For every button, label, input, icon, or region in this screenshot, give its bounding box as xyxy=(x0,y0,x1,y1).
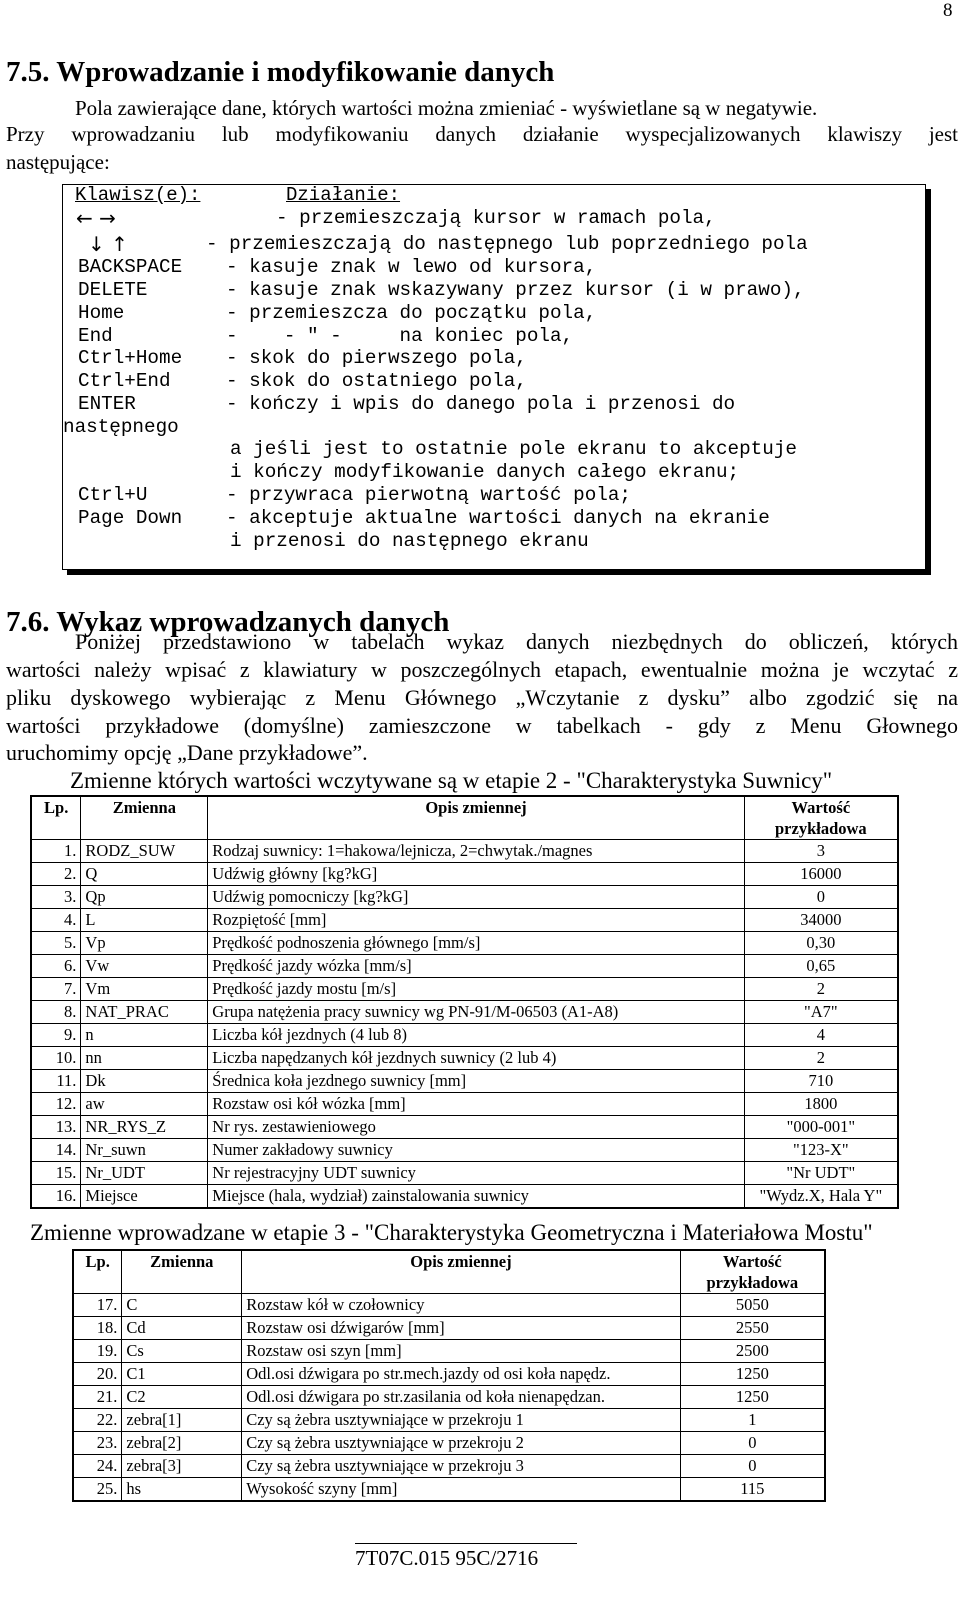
section-7-6-line-3: pliku dyskowego wybierając z Menu Głównego „Wczytanie z dysku” albo zgodzić się na xyxy=(6,685,958,710)
section-7-6-line-5: uruchomimy opcję „Dane przykładowe”. xyxy=(6,740,368,765)
cell-zmienna: NR_RYS_Z xyxy=(81,1116,208,1139)
cell-wartosc: 0,65 xyxy=(744,955,898,978)
cell-lp: 9. xyxy=(31,1024,81,1047)
table-row xyxy=(31,909,898,932)
table-row xyxy=(73,1317,825,1340)
key-home: Home xyxy=(78,302,125,324)
cell-lp: 4. xyxy=(31,909,81,932)
key-end-desc: - - " - na koniec pola, xyxy=(226,325,574,347)
key-column-header: Klawisz(e): xyxy=(75,184,201,206)
table-row xyxy=(31,932,898,955)
arrows-ud-description: - przemieszczają do następnego lub poprzedniego pola xyxy=(206,233,808,255)
key-home-desc: - przemieszcza do początku pola, xyxy=(226,302,597,324)
page-number: 8 xyxy=(943,0,953,21)
cell-opis: Rozstaw osi szyn [mm] xyxy=(242,1340,680,1363)
cell-wartosc: "000-001" xyxy=(744,1116,898,1139)
cell-lp: 20. xyxy=(73,1363,122,1386)
table-row xyxy=(73,1409,825,1432)
action-column-header: Działanie: xyxy=(286,184,401,206)
cell-opis: Nr rejestracyjny UDT suwnicy xyxy=(208,1162,744,1185)
cell-wartosc: 710 xyxy=(744,1070,898,1093)
cell-wartosc: 2550 xyxy=(680,1317,825,1340)
section-7-6-title: 7.6. Wykaz wprowadzanych danych xyxy=(6,606,450,638)
cell-lp: 8. xyxy=(31,1001,81,1024)
cell-lp: 6. xyxy=(31,955,81,978)
cell-zmienna: Vm xyxy=(81,978,208,1001)
table-row xyxy=(31,1185,898,1209)
section-7-6-line-4: wartości przykładowe (domyślne) zamieszczone w tabelkach - gdy z Menu Głownego xyxy=(6,713,958,738)
key-ctrl-u: Ctrl+U xyxy=(78,484,148,506)
cell-opis: Rozpiętość [mm] xyxy=(208,909,744,932)
footer-code: 7T07C.015 95C/2716 xyxy=(355,1546,539,1570)
cell-zmienna: NAT_PRAC xyxy=(81,1001,208,1024)
section-7-6-line-2: wartości należy wpisać z klawiatury w poszczególnych etapach, ewentualnie można je wczytać z xyxy=(6,657,958,682)
cell-wartosc: "A7" xyxy=(744,1001,898,1024)
cell-wartosc: 5050 xyxy=(680,1294,825,1317)
cell-lp: 21. xyxy=(73,1386,122,1409)
key-enter-desc-cont-3: i kończy modyfikowanie danych całego ekranu; xyxy=(230,461,740,483)
cell-wartosc: 1250 xyxy=(680,1386,825,1409)
cell-wartosc: "Wydz.X, Hala Y" xyxy=(744,1185,898,1209)
table-2 xyxy=(72,1249,826,1502)
cell-zmienna: C xyxy=(122,1294,242,1317)
table-row xyxy=(73,1478,825,1502)
cell-lp: 24. xyxy=(73,1455,122,1478)
cell-lp: 23. xyxy=(73,1432,122,1455)
section-7-5-paragraph-line-1: Pola zawierające dane, których wartości można zmieniać - wyświetlane są w negatywie. xyxy=(75,96,818,120)
cell-lp: 25. xyxy=(73,1478,122,1502)
table-1 xyxy=(30,795,899,1209)
cell-wartosc: 115 xyxy=(680,1478,825,1502)
cell-zmienna: Cd xyxy=(122,1317,242,1340)
arrows-lr-description: - przemieszczają kursor w ramach pola, xyxy=(276,207,716,229)
header-wartosc: Wartość przykładowa xyxy=(744,796,898,840)
cell-opis: Rozstaw osi kół wózka [mm] xyxy=(208,1093,744,1116)
cell-opis: Odl.osi dźwigara po str.zasilania od koła nienapędzan. xyxy=(242,1386,680,1409)
cell-lp: 3. xyxy=(31,886,81,909)
table-row xyxy=(73,1340,825,1363)
down-up-arrows-icon: ↓ ↑ xyxy=(88,232,128,256)
cell-opis: Czy są żebra usztywniające w przekroju 3 xyxy=(242,1455,680,1478)
key-ctrl-home: Ctrl+Home xyxy=(78,347,183,369)
cell-zmienna: Vw xyxy=(81,955,208,978)
key-delete-desc: - kasuje znak wskazywany przez kursor (i w prawo), xyxy=(226,279,805,301)
cell-zmienna: L xyxy=(81,909,208,932)
cell-zmienna: C2 xyxy=(122,1386,242,1409)
cell-opis: Czy są żebra usztywniające w przekroju 1 xyxy=(242,1409,680,1432)
table-2-caption: Zmienne wprowadzane w etapie 3 - "Charakterystyka Geometryczna i Materiałowa Mostu" xyxy=(30,1220,873,1245)
key-ctrl-end: Ctrl+End xyxy=(78,370,171,392)
cell-lp: 19. xyxy=(73,1340,122,1363)
footer-rule xyxy=(355,1543,577,1544)
table-row xyxy=(31,840,898,863)
cell-zmienna: RODZ_SUW xyxy=(81,840,208,863)
header-zmienna: Zmienna xyxy=(81,796,208,840)
key-ctrl-home-desc: - skok do pierwszego pola, xyxy=(226,347,527,369)
cell-opis: Prędkość podnoszenia głównego [mm/s] xyxy=(208,932,744,955)
cell-wartosc: 1 xyxy=(680,1409,825,1432)
cell-opis: Odl.osi dźwigara po str.mech.jazdy od osi koła napędz. xyxy=(242,1363,680,1386)
key-end: End xyxy=(78,325,113,347)
cell-opis: Rodzaj suwnicy: 1=hakowa/lejnicza, 2=chwytak./magnes xyxy=(208,840,744,863)
key-enter-desc: - kończy i wpis do danego pola i przenosi do xyxy=(226,393,736,415)
cell-zmienna: Q xyxy=(81,863,208,886)
table-row xyxy=(31,1139,898,1162)
header-zmienna: Zmienna xyxy=(122,1250,242,1294)
cell-wartosc: 1250 xyxy=(680,1363,825,1386)
cell-lp: 18. xyxy=(73,1317,122,1340)
header-lp: Lp. xyxy=(73,1250,122,1294)
table-row xyxy=(31,1001,898,1024)
table-row xyxy=(73,1294,825,1317)
cell-opis: Numer zakładowy suwnicy xyxy=(208,1139,744,1162)
cell-zmienna: nn xyxy=(81,1047,208,1070)
cell-wartosc: 0 xyxy=(680,1432,825,1455)
cell-opis: Czy są żebra usztywniające w przekroju 2 xyxy=(242,1432,680,1455)
table-1-header-row xyxy=(31,796,898,840)
header-wartosc: Wartość przykładowa xyxy=(680,1250,825,1294)
cell-lp: 1. xyxy=(31,840,81,863)
cell-zmienna: zebra[1] xyxy=(122,1409,242,1432)
cell-wartosc: 0 xyxy=(680,1455,825,1478)
cell-opis: Rozstaw osi dźwigarów [mm] xyxy=(242,1317,680,1340)
table-row xyxy=(31,1162,898,1185)
cell-lp: 15. xyxy=(31,1162,81,1185)
cell-wartosc: "Nr UDT" xyxy=(744,1162,898,1185)
cell-wartosc: 4 xyxy=(744,1024,898,1047)
key-backspace: BACKSPACE xyxy=(78,256,183,278)
cell-opis: Prędkość jazdy wózka [mm/s] xyxy=(208,955,744,978)
cell-opis: Udźwig główny [kg?kG] xyxy=(208,863,744,886)
cell-zmienna: zebra[3] xyxy=(122,1455,242,1478)
cell-wartosc: 2500 xyxy=(680,1340,825,1363)
key-page-down-desc: - akceptuje aktualne wartości danych na ekranie xyxy=(226,507,770,529)
cell-lp: 14. xyxy=(31,1139,81,1162)
key-page-down: Page Down xyxy=(78,507,183,529)
cell-lp: 16. xyxy=(31,1185,81,1209)
cell-opis: Grupa natężenia pracy suwnicy wg PN-91/M-06503 (A1-A8) xyxy=(208,1001,744,1024)
header-opis: Opis zmiennej xyxy=(242,1250,680,1294)
table-row xyxy=(31,978,898,1001)
table-row xyxy=(73,1386,825,1409)
cell-wartosc: 0 xyxy=(744,886,898,909)
cell-zmienna: Vp xyxy=(81,932,208,955)
key-delete: DELETE xyxy=(78,279,148,301)
cell-opis: Liczba kół jezdnych (4 lub 8) xyxy=(208,1024,744,1047)
cell-lp: 22. xyxy=(73,1409,122,1432)
cell-opis: Prędkość jazdy mostu [m/s] xyxy=(208,978,744,1001)
section-7-5-title: 7.5. Wprowadzanie i modyfikowanie danych xyxy=(6,56,555,88)
cell-wartosc: 34000 xyxy=(744,909,898,932)
table-row xyxy=(73,1363,825,1386)
header-lp: Lp. xyxy=(31,796,81,840)
cell-opis: Nr rys. zestawieniowego xyxy=(208,1116,744,1139)
cell-opis: Rozstaw kół w czołownicy xyxy=(242,1294,680,1317)
table-1-caption: Zmienne których wartości wczytywane są w etapie 2 - "Charakterystyka Suwnicy" xyxy=(70,768,833,793)
cell-zmienna: Dk xyxy=(81,1070,208,1093)
cell-lp: 2. xyxy=(31,863,81,886)
cell-zmienna: Nr_suwn xyxy=(81,1139,208,1162)
table-row xyxy=(31,1070,898,1093)
cell-opis: Średnica koła jezdnego suwnicy [mm] xyxy=(208,1070,744,1093)
section-7-5-paragraph-line-2: Przy wprowadzaniu lub modyfikowaniu danych działanie wyspecjalizowanych klawiszy jest xyxy=(6,122,958,146)
cell-lp: 11. xyxy=(31,1070,81,1093)
table-row xyxy=(31,1024,898,1047)
cell-zmienna: n xyxy=(81,1024,208,1047)
table-row xyxy=(73,1432,825,1455)
cell-wartosc: 2 xyxy=(744,1047,898,1070)
cell-opis: Wysokość szyny [mm] xyxy=(242,1478,680,1502)
cell-zmienna: Qp xyxy=(81,886,208,909)
key-enter-desc-cont-2: a jeśli jest to ostatnie pole ekranu to akceptuje xyxy=(230,438,797,460)
cell-zmienna: zebra[2] xyxy=(122,1432,242,1455)
cell-wartosc: 16000 xyxy=(744,863,898,886)
cell-opis: Liczba napędzanych kół jezdnych suwnicy (2 lub 4) xyxy=(208,1047,744,1070)
table-row xyxy=(31,1093,898,1116)
table-row xyxy=(31,886,898,909)
section-7-6-line-1: Poniżej przedstawiono w tabelach wykaz danych niezbędnych do obliczeń, których xyxy=(75,629,958,654)
cell-lp: 13. xyxy=(31,1116,81,1139)
section-7-5-paragraph-line-3: następujące: xyxy=(6,150,110,174)
table-row xyxy=(31,1116,898,1139)
cell-zmienna: hs xyxy=(122,1478,242,1502)
cell-zmienna: Miejsce xyxy=(81,1185,208,1209)
cell-lp: 10. xyxy=(31,1047,81,1070)
cell-wartosc: 2 xyxy=(744,978,898,1001)
key-enter: ENTER xyxy=(78,393,136,415)
header-opis: Opis zmiennej xyxy=(208,796,744,840)
table-row xyxy=(31,863,898,886)
key-page-down-desc-cont: i przenosi do następnego ekranu xyxy=(230,530,589,552)
cell-zmienna: Cs xyxy=(122,1340,242,1363)
cell-lp: 12. xyxy=(31,1093,81,1116)
cell-zmienna: C1 xyxy=(122,1363,242,1386)
key-enter-desc-cont-1: następnego xyxy=(63,416,179,438)
cell-wartosc: "123-X" xyxy=(744,1139,898,1162)
cell-opis: Udźwig pomocniczy [kg?kG] xyxy=(208,886,744,909)
cell-lp: 5. xyxy=(31,932,81,955)
key-ctrl-end-desc: - skok do ostatniego pola, xyxy=(226,370,527,392)
key-backspace-desc: - kasuje znak w lewo od kursora, xyxy=(226,256,597,278)
left-right-arrows-icon: ← → xyxy=(76,206,116,230)
cell-wartosc: 1800 xyxy=(744,1093,898,1116)
table-row xyxy=(31,1047,898,1070)
cell-opis: Miejsce (hala, wydział) zainstalowania suwnicy xyxy=(208,1185,744,1209)
cell-zmienna: Nr_UDT xyxy=(81,1162,208,1185)
cell-wartosc: 3 xyxy=(744,840,898,863)
cell-lp: 7. xyxy=(31,978,81,1001)
cell-zmienna: aw xyxy=(81,1093,208,1116)
table-2-header-row xyxy=(73,1250,825,1294)
table-row xyxy=(73,1455,825,1478)
cell-wartosc: 0,30 xyxy=(744,932,898,955)
cell-lp: 17. xyxy=(73,1294,122,1317)
table-row xyxy=(31,955,898,978)
key-ctrl-u-desc: - przywraca pierwotną wartość pola; xyxy=(226,484,631,506)
